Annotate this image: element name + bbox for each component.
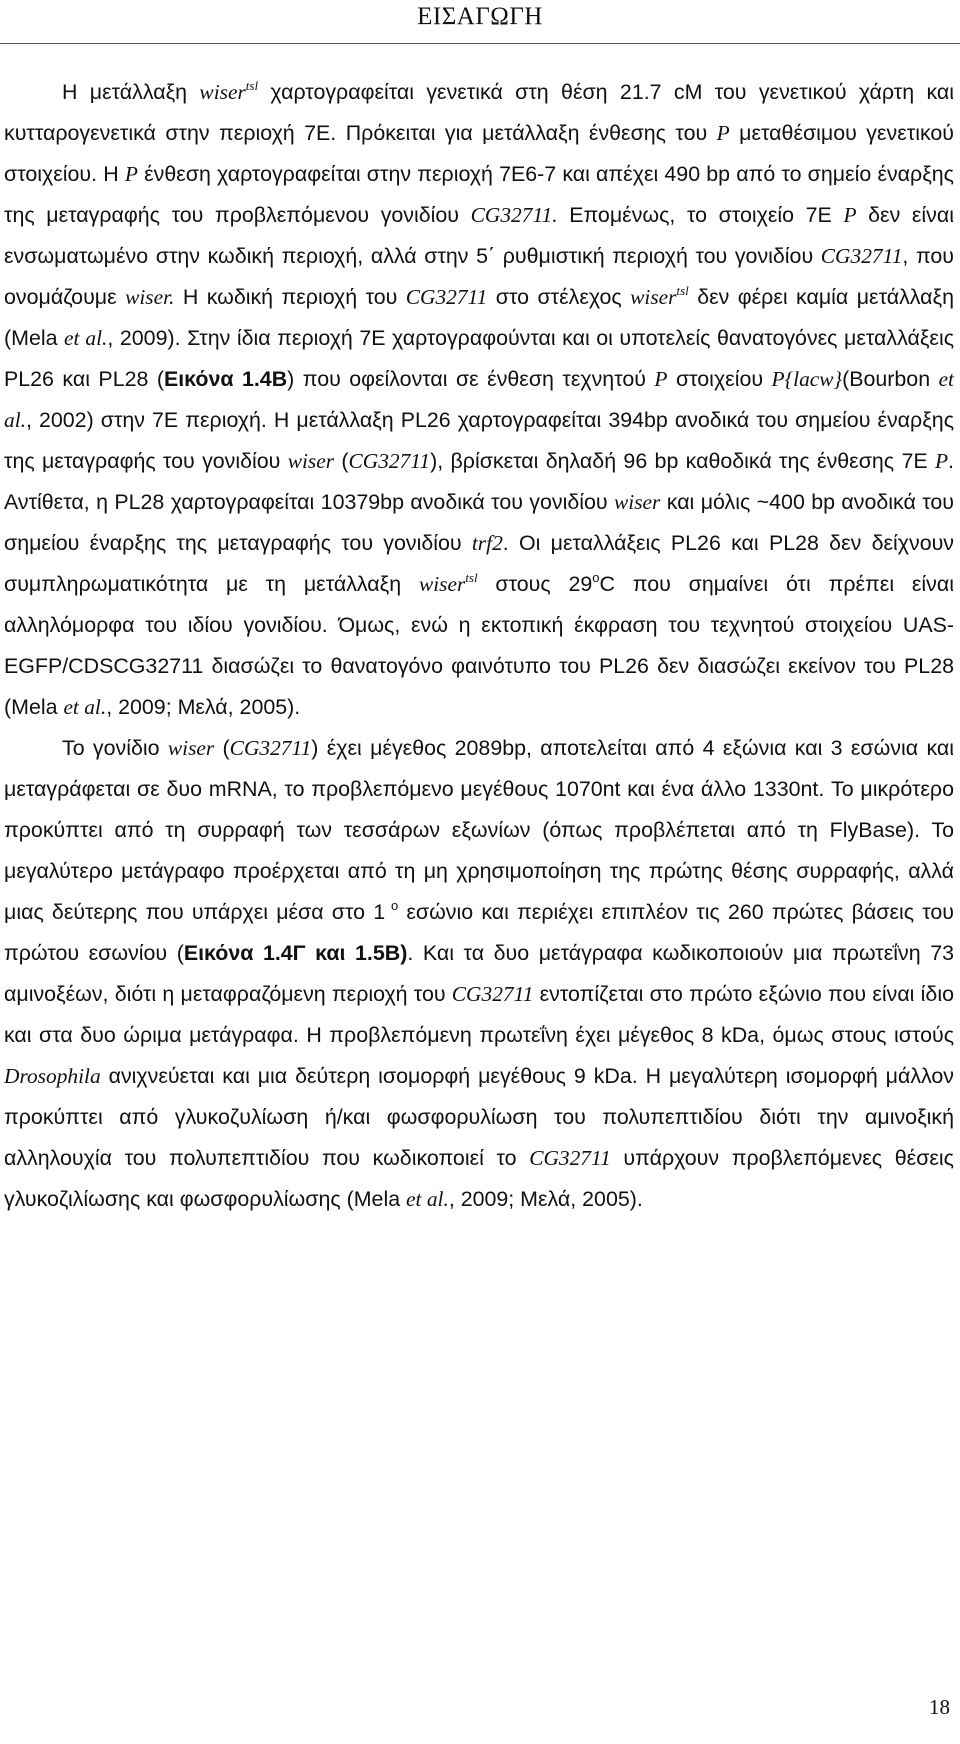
text-span: , 2002) στην 7E περιοχή. Η μετάλλαξη PL26 χαρτογραφείται 394bp ανοδικά του σημείου έναρξης της μεταγραφής του γονιδίου [4,408,954,473]
species-name: Drosophila [4,1064,101,1088]
gene-name: wiser [418,572,466,596]
text-span: στους 29 [477,572,593,596]
text-span: εσώνιο και περιέχει επιπλέον τις 260 πρώτες βάσεις του πρώτου εσωνίου ( [4,900,954,965]
gene-name: wiser [614,490,661,514]
gene-name: CG32711. [470,203,558,227]
text-span: ) που οφείλονται σε ένθεση τεχνητού [287,367,655,391]
text-span: , που ονομάζουμε [4,244,955,309]
text-span: ) έχει μέγεθος 2089bp, αποτελείται από 4 εξώνια και 3 εσώνια και μεταγράφεται σε δυο mRNA, το προβλεπόμενο μεγέθους 1070nt και ένα άλλο 1330nt. Το μικρότερο προκύπτει από τη συρραφή των τεσσάρων εξωνίων (όπως προβλέπεται από τη FlyBase). Το μεγαλύτερο μετάγραφο προέρχεται από τη μη χρησιμοποίηση της πρώτης θέσης συρραφής, αλλά μιας δεύτερης που υπάρχει μέσα στο 1 [4,736,954,924]
gene-name: wiser [199,80,246,104]
citation-etal: et al. [4,367,954,432]
gene-name: CG32711 [229,736,312,760]
gene-name: trf2 [471,531,503,555]
text-span: Το γονίδιο [62,736,168,760]
page-header [0,0,960,48]
figure-reference: Εικόνα 1.4B [163,367,288,391]
element-name: P [654,367,668,391]
element-name: P [934,449,949,473]
text-span: ένθεση χαρτογραφείται στην περιοχή 7E6-7 και απέχει 490 bp από το σημείο έναρξης της μεταγραφής του προβλεπόμενου γονιδίου [4,162,954,227]
text-span: , 2009; Μελά, 2005). [448,1187,643,1211]
text-span: Η μετάλλαξη [62,80,200,104]
element-name: P [716,121,730,145]
gene-name: wiser [630,285,677,309]
allele-superscript: tsl [465,570,478,585]
citation-etal: et al. [406,1187,449,1211]
paragraph-1 [4,72,954,728]
header-title: ΕΙΣΑΓΩΓΗ [417,3,543,30]
gene-name: CG32711 [820,244,903,268]
text-span: και μόλις ~400 bp ανοδικά του σημείου έναρξης της μεταγραφής του γονιδίου [4,490,954,555]
text-span: . Οι μεταλλάξεις PL26 και PL28 δεν δείχνουν συμπληρωματικότητα με τη μετάλλαξη [4,531,954,596]
paragraph-2 [4,728,954,1220]
text-span: ( [214,736,230,760]
text-span: χαρτογραφείται γενετικά στη θέση 21.7 cM του γενετικού χάρτη και κυτταρογενετικά στην περιοχή 7E. Πρόκειται για μετάλλαξη ένθεσης του [4,80,954,145]
header-rule [0,43,960,44]
text-span: στοιχείου [667,367,772,391]
figure-reference: Εικόνα 1.4Γ και 1.5Β) [183,941,408,965]
page-number: 18 [929,1695,950,1719]
ordinal-superscript: ο [385,898,399,913]
text-span: , 2009; Μελά, 2005). [106,695,301,719]
gene-name: wiser [167,736,215,760]
citation-etal: et al. [64,326,108,350]
text-span: (Bourbon [842,367,939,391]
allele-superscript: tsl [245,78,259,93]
text-span: Η κωδική περιοχή του [174,285,406,309]
citation-etal: et al. [63,695,107,719]
element-name: P [124,162,138,186]
text-span: υπάρχουν προβλεπόμενες θέσεις γλυκοζιλίωσης και φωσφορυλίωσης (Mela [4,1146,954,1211]
gene-name: CG32711 [405,285,488,309]
text-span: εντοπίζεται στο πρώτο εξώνιο που είναι ίδιο και στα δυο ώριμα μετάγραφα. Η προβλεπόμενη πρωτεΐνη έχει μέγεθος 8 kDa, όμως στους ιστούς [4,982,954,1047]
element-name: P [843,203,857,227]
gene-name: CG32711 [529,1146,611,1170]
text-span: ), βρίσκεται δηλαδή 96 bp καθοδικά της ένθεσης 7E [430,449,935,473]
element-name: P{lacw} [771,367,843,391]
gene-name: wiser. [125,285,175,309]
text-span: . Αντίθετα, η PL28 χαρτογραφείται 10379bp ανοδικά του γονιδίου [4,449,954,514]
text-span: στο στέλεχος [487,285,631,309]
text-span: ανιχνεύεται και μια δεύτερη ισομορφή μεγέθους 9 kDa. Η μεγαλύτερη ισομορφή μάλλον προκύπτει από γλυκοζυλίωση ή/και φωσφορυλίωση του πολυπεπτιδίου διότι την αμινοξική αλληλουχία του πολυπεπτιδίου που κωδικοποιεί το [4,1064,954,1170]
text-span: μεταθέσιμου γενετικού στοιχείου. Η [4,121,954,186]
gene-name: wiser [287,449,335,473]
text-span: δεν φέρει καμία μετάλλαξη (Mela [4,285,954,350]
text-span: C που σημαίνει ότι πρέπει είναι αλληλόμορφα του ιδίου γονιδίου. Όμως, ενώ η εκτοπική έκφραση του τεχνητού στοιχείου UAS-EGFP/CDSCG32711 διασώζει το θανατογόνο φαινότυπο του PL26 δεν διασώζει εκείνον του PL28 (Mela [4,572,954,719]
gene-name: CG32711 [451,982,534,1006]
text-span: Επομένως, το στοιχείο 7E [557,203,844,227]
body-text [4,72,954,1220]
degree-superscript: o [592,570,600,585]
text-span: . Και τα δυο μετάγραφα κωδικοποιούν μια πρωτεΐνη 73 αμινοξέων, διότι η μεταφραζόμενη περιοχή του [4,941,954,1006]
allele-superscript: tsl [676,283,689,298]
text-span: ( [334,449,349,473]
text-span: , 2009). Στην ίδια περιοχή 7E χαρτογραφούνται και οι υποτελείς θανατογόνες μεταλλάξεις PL26 και PL28 ( [4,326,955,391]
text-span: δεν είναι ενσωματωμένο στην κωδική περιοχή, αλλά στην 5΄ ρυθμιστική περιοχή του γονιδίου [4,203,954,268]
gene-name: CG32711 [348,449,431,473]
